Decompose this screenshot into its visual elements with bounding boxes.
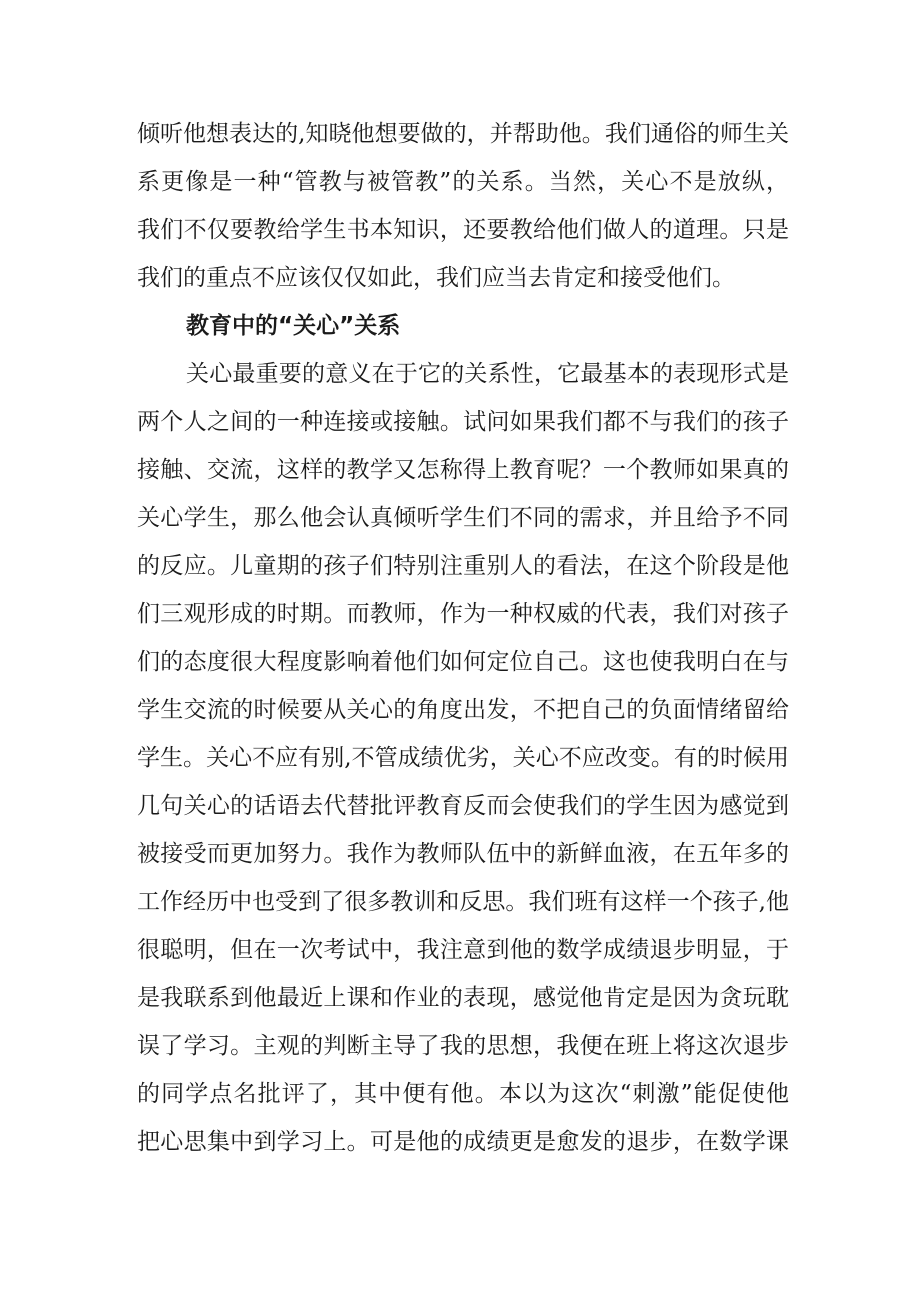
paragraph-2-line-3: 接触、交流，这样的教学又怎称得上教育呢？一个教师如果真的 xyxy=(137,457,789,483)
paragraph-2-line-10: 几句关心的话语去代替批评教育反而会使我们的学生因为感觉到 xyxy=(137,793,789,819)
paragraph-2-line-16: 的同学点名批评了，其中便有他。本以为这次“刺激”能促使他 xyxy=(137,1081,789,1107)
paragraph-2-line-2: 两个人之间的一种连接或接触。试问如果我们都不与我们的孩子 xyxy=(137,409,789,435)
paragraph-2-line-13: 很聪明，但在一次考试中，我注意到他的数学成绩退步明显，于 xyxy=(137,937,789,963)
section-heading: 教育中的“关心”关系 xyxy=(186,313,401,339)
paragraph-1-line-1: 倾听他想表达的,知晓他想要做的，并帮助他。我们通俗的师生关 xyxy=(137,121,789,147)
paragraph-2-line-7: 们的态度很大程度影响着他们如何定位自己。这也使我明白在与 xyxy=(137,649,789,675)
paragraph-1-line-4: 我们的重点不应该仅仅如此，我们应当去肯定和接受他们。 xyxy=(137,265,735,291)
paragraph-2-line-5: 的反应。儿童期的孩子们特别注重别人的看法，在这个阶段是他 xyxy=(137,553,789,579)
paragraph-2-line-17: 把心思集中到学习上。可是他的成绩更是愈发的退步，在数学课 xyxy=(137,1129,789,1155)
paragraph-2-line-15: 误了学习。主观的判断主导了我的思想，我便在班上将这次退步 xyxy=(137,1033,789,1059)
paragraph-2-line-4: 关心学生，那么他会认真倾听学生们不同的需求，并且给予不同 xyxy=(137,505,789,531)
paragraph-2-line-1: 关心最重要的意义在于它的关系性，它最基本的表现形式是 xyxy=(186,361,789,387)
paragraph-2-line-12: 工作经历中也受到了很多教训和反思。我们班有这样一个孩子,他 xyxy=(137,889,789,915)
paragraph-2-line-8: 学生交流的时候要从关心的角度出发，不把自己的负面情绪留给 xyxy=(137,697,789,723)
paragraph-2-line-11: 被接受而更加努力。我作为教师队伍中的新鲜血液，在五年多的 xyxy=(137,841,789,867)
paragraph-1-line-2: 系更像是一种“管教与被管教”的关系。当然，关心不是放纵， xyxy=(137,169,789,195)
paragraph-2-line-6: 们三观形成的时期。而教师，作为一种权威的代表，我们对孩子 xyxy=(137,601,789,627)
paragraph-1-line-3: 我们不仅要教给学生书本知识，还要教给他们做人的道理。只是 xyxy=(137,217,789,243)
paragraph-2-line-9: 学生。关心不应有别,不管成绩优劣，关心不应改变。有的时候用 xyxy=(137,745,789,771)
paragraph-2-line-14: 是我联系到他最近上课和作业的表现，感觉他肯定是因为贪玩耽 xyxy=(137,985,789,1011)
